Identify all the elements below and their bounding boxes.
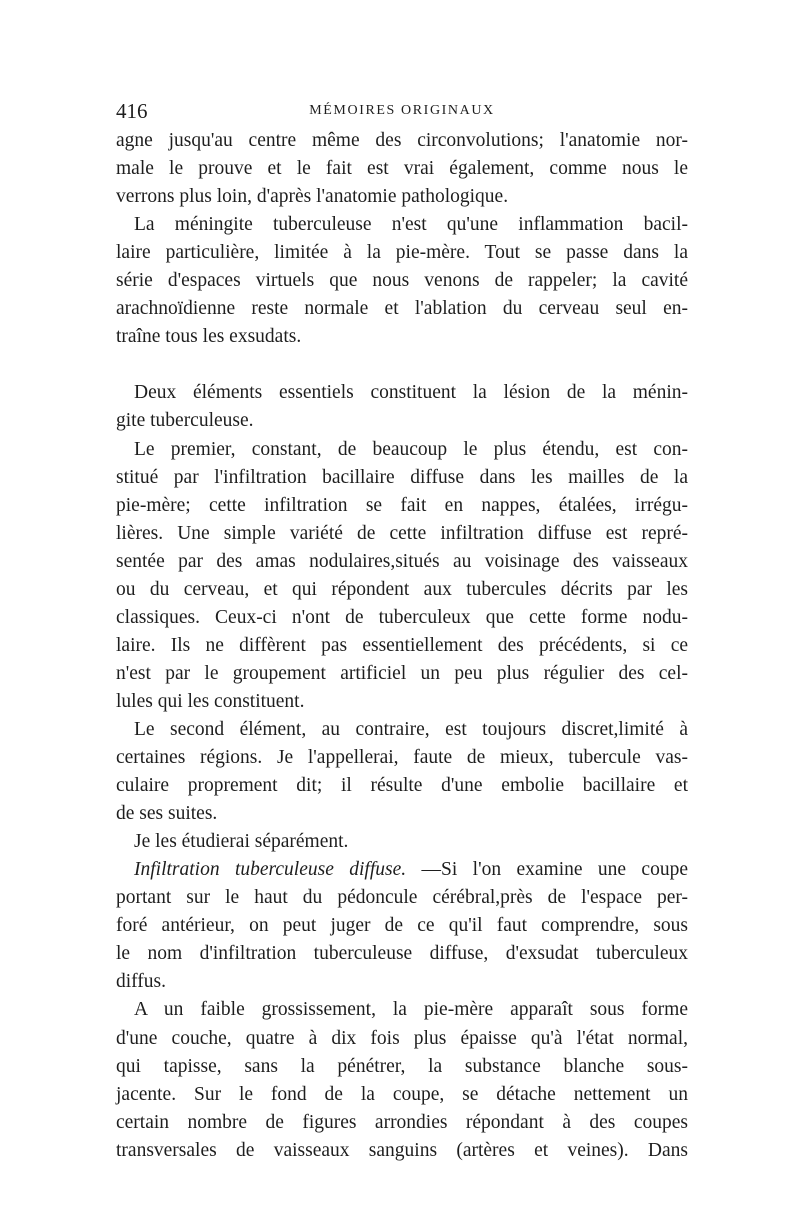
text-line [116, 632, 688, 660]
text-line [116, 295, 688, 323]
line-text: La méningite tuberculeuse n'est qu'une inflammation bacil- [134, 214, 688, 236]
line-text: sentée par des amas nodulaires,situés au voisinage des vaisseaux [116, 550, 688, 572]
text-line [116, 968, 688, 996]
line-text: lières. Une simple variété de cette infiltration diffuse est repré- [116, 522, 688, 544]
text-line [116, 520, 688, 548]
page-number: 416 [116, 99, 148, 123]
running-title: MÉMOIRES ORIGINAUX [309, 103, 495, 118]
text-line [116, 379, 688, 407]
line-text: série d'espaces virtuels que nous venons de rappeler; la cavité [116, 270, 688, 292]
text-line [116, 856, 688, 884]
line-text: jacente. Sur le fond de la coupe, se détache nettement un [116, 1083, 688, 1105]
text-line [116, 548, 688, 576]
line-text: stitué par l'infiltration bacillaire diffuse dans les mailles de la [116, 466, 688, 488]
text-line [116, 127, 688, 155]
text-line [116, 744, 688, 772]
text-line [116, 1109, 688, 1137]
line-text: arachnoïdienne reste normale et l'ablation du cerveau seul en- [116, 298, 688, 320]
line-text: culaire proprement dit; il résulte d'une embolie bacillaire et [116, 775, 688, 797]
line-text: classiques. Ceux-ci n'ont de tuberculeux que cette forme nodu- [116, 606, 688, 628]
line-text: verrons plus loin, d'après l'anatomie pathologique. [116, 186, 509, 208]
line-text: d'une couche, quatre à dix fois plus épaisse qu'à l'état normal, [116, 1027, 688, 1049]
line-text: Je les étudierai séparément. [134, 831, 349, 853]
line-text: ou du cerveau, et qui répondent aux tubercules décrits par les [116, 578, 688, 600]
text-line [116, 884, 688, 912]
text-line [116, 155, 688, 183]
text-line [116, 492, 688, 520]
running-head [116, 98, 688, 124]
text-line [116, 716, 688, 744]
text-line [116, 436, 688, 464]
line-text: —Si l'on examine une coupe [406, 859, 688, 881]
text-line [116, 1081, 688, 1109]
text-line [116, 604, 688, 632]
text-line [116, 940, 688, 968]
text-line [116, 464, 688, 492]
text-line [116, 1137, 688, 1165]
text-line [116, 688, 688, 716]
line-text: certaines régions. Je l'appellerai, faute de mieux, tubercule vas- [116, 747, 688, 769]
line-text: male le prouve et le fait est vrai également, comme nous le [116, 158, 688, 180]
line-text: lules qui les constituent. [116, 690, 305, 712]
text-line [116, 912, 688, 940]
text-line [116, 576, 688, 604]
line-text: foré antérieur, on peut juger de ce qu'il faut comprendre, sous [116, 915, 688, 937]
line-text: certain nombre de figures arrondies répondant à des coupes [116, 1111, 688, 1133]
text-line [116, 800, 688, 828]
line-text: gite tuberculeuse. [116, 410, 254, 432]
text-line [116, 1053, 688, 1081]
blank-line [116, 351, 688, 379]
text-line [116, 407, 688, 435]
line-text: laire. Ils ne diffèrent pas essentiellement des précédents, si ce [116, 634, 688, 656]
line-text: diffus. [116, 971, 167, 993]
text-line [116, 996, 688, 1024]
line-text: traîne tous les exsudats. [116, 326, 302, 348]
line-text: de ses suites. [116, 803, 218, 825]
text-line [116, 267, 688, 295]
section-heading-italic: Infiltration tuberculeuse diffuse. [134, 859, 407, 881]
line-text: pie-mère; cette infiltration se fait en nappes, étalées, irrégu- [116, 494, 688, 516]
line-text: transversales de vaisseaux sanguins (artères et veines). Dans [116, 1139, 688, 1161]
line-text: le nom d'infiltration tuberculeuse diffuse, d'exsudat tuberculeux [116, 943, 688, 965]
line-text: agne jusqu'au centre même des circonvolutions; l'anatomie nor- [116, 130, 688, 151]
line-text: portant sur le haut du pédoncule cérébral,près de l'espace per- [116, 887, 688, 909]
line-text: A un faible grossissement, la pie-mère apparaît sous forme [134, 999, 688, 1021]
text-line [116, 772, 688, 800]
text-line [116, 660, 688, 688]
line-text: qui tapisse, sans la pénétrer, la substance blanche sous- [116, 1055, 688, 1077]
text-line [116, 1025, 688, 1053]
text-line [116, 323, 688, 351]
body-text [116, 127, 688, 1165]
text-line [116, 239, 688, 267]
text-line [116, 211, 688, 239]
book-page [116, 0, 688, 1215]
text-line [116, 828, 688, 856]
line-text: laire particulière, limitée à la pie-mère. Tout se passe dans la [116, 242, 688, 264]
line-text: n'est par le groupement artificiel un peu plus régulier des cel- [116, 662, 688, 684]
text-line [116, 183, 688, 211]
line-text: Le premier, constant, de beaucoup le plus étendu, est con- [134, 438, 688, 460]
line-text: Deux éléments essentiels constituent la lésion de la ménin- [134, 382, 688, 404]
line-text: Le second élément, au contraire, est toujours discret,limité à [134, 718, 688, 740]
